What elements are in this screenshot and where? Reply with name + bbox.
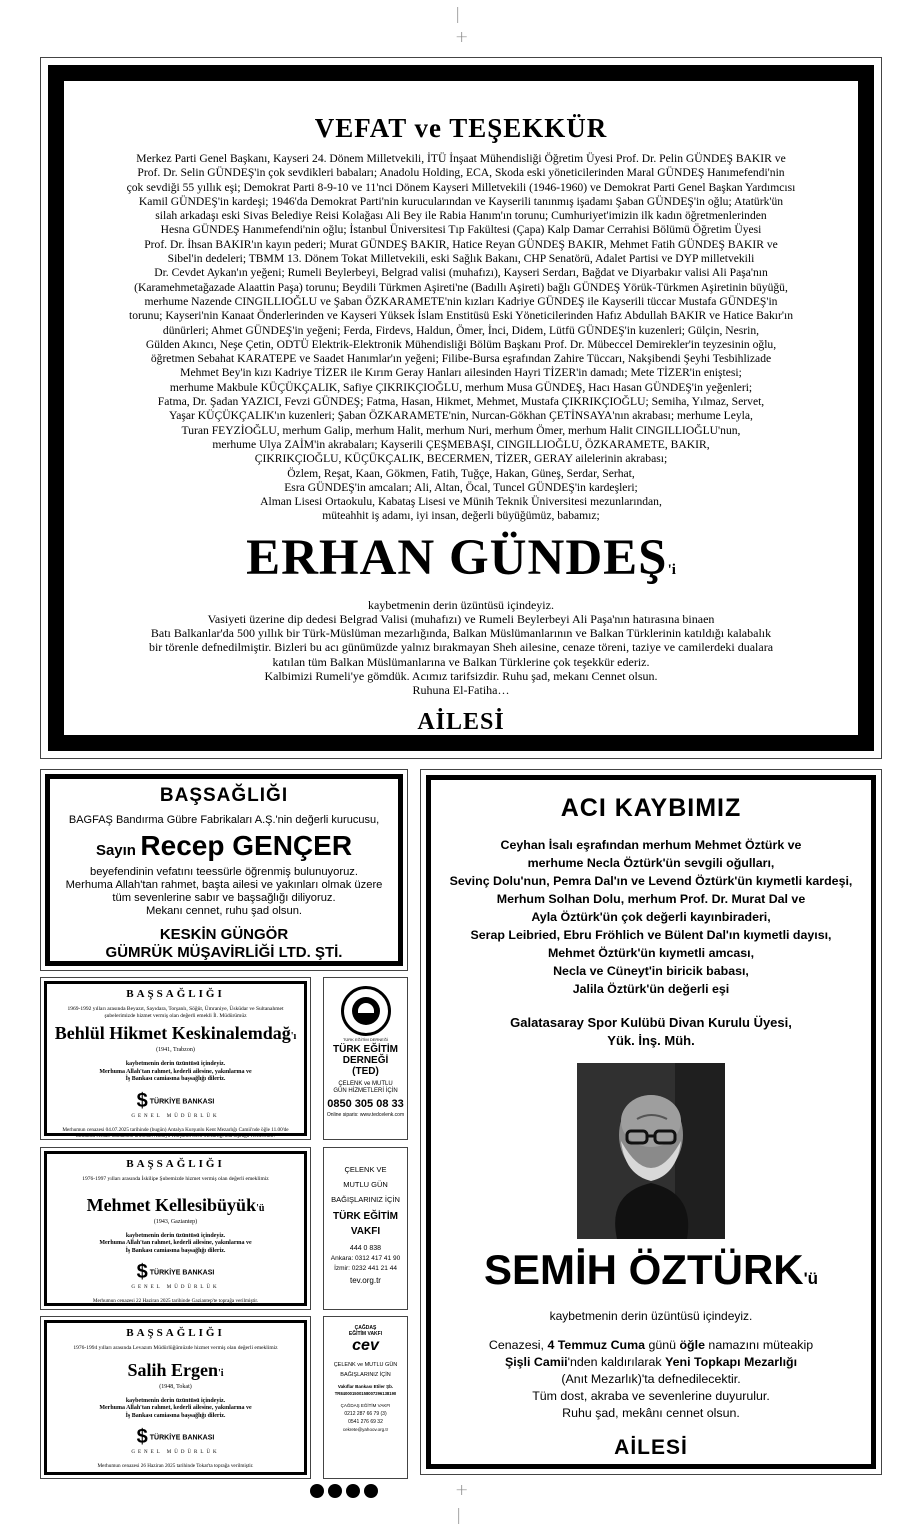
text-line: torunu; Kayseri'nin Kanaat Önderlerinden ve Kayseri Yüksek İslam Enstitüsü Eski Yöneticilerinden Hafız Abdullah BAKIR ve Hatice Bakır'ın [129, 309, 793, 323]
bank-sub: GENEL MÜDÜRLÜK [131, 1113, 220, 1119]
text-line: Jalila Öztürk'ün değerli eşi [572, 982, 730, 996]
text-line: Ayla Öztürk'ün çok değerli kayınbiraderi, [531, 910, 771, 924]
text-line: beyefendinin vefatını teessürle öğrenmiş bulunuyoruz. [89, 866, 359, 878]
tev-izmir: İzmir: 0232 441 21 44 [334, 1265, 397, 1272]
aci-funeral-line2 [431, 1354, 871, 1371]
text-line: müteahhit iş adamı, iyi insan, değerli büyüğümüz, babamız; [322, 509, 600, 523]
ted-ad [323, 977, 408, 1140]
text-line: Sevinç Dolu'nun, Pemra Dal'ın ve Levend Öztürk'ün kıymetli kardeşi, [449, 874, 853, 888]
text-line: Gülden Akıncı, Neşe Çetin, ODTÜ Elektrik-Elektronik Mühendisliği Bölüm Başkanı Prof. Dr. Mübeccel Demirekler'in teyzesinin oğlu, [145, 337, 777, 351]
tev-line2: MUTLU GÜN [343, 1180, 388, 1189]
aci-funeral-line1 [431, 1337, 871, 1354]
aci-funeral-line5: Ruhu şad, mekânı cennet olsun. [562, 1406, 740, 1420]
small-notice-suffix: 'i [217, 1367, 224, 1379]
aci-funeral-line4: Tüm dost, akraba ve sevenlerine duyurulur. [532, 1389, 770, 1403]
text-line: Turan FEYZİOĞLU, merhum Galip, merhum Halit, merhum Nuri, merhum Ömer, merhum Halit CINGILLIOĞLU'nun, [181, 423, 741, 437]
text-line: Merhuma Allah'tan rahmet, kederli ailesine, yakınlarına ve [99, 1240, 252, 1246]
vefat-frame [48, 65, 874, 751]
aci-c1b: 4 Temmuz Cuma [547, 1338, 645, 1352]
vefat-signature: AİLESİ [417, 709, 505, 736]
aci-c2b: 'nden kaldırılarak [567, 1355, 662, 1369]
small-notice-body [47, 1398, 304, 1421]
bank-dollar-icon: $ [136, 1089, 148, 1112]
text-line: Prof. Dr. İhsan BAKIR'ın kayın pederi; Murat GÜNDEŞ BAKIR, Hatice Reyan GÜNDEŞ BAKIR, Mehmet Fatih GÜNDEŞ BAKIR ve [144, 237, 778, 251]
small-notice-title: BAŞSAĞLIĞI [126, 988, 225, 1000]
aci-role [431, 1014, 871, 1050]
ted-logo-icon [341, 986, 391, 1036]
text-line: merhume Nazende CINGILLIOĞLU ve Şaban ÖZKARAMETE'nin kızları Kadriye GÜNDEŞ ile Kayserili tüccar Mustafa GÜNDEŞ'in [144, 294, 778, 308]
text-line: Fatma, Dr. Şadan YAZICI, Fevzi GÜNDEŞ; Fatma, Hasan, Hikmet, Mehmet, Mustafa ÇIKRIKÇIOĞLU; Semiha, Yılmaz, Servet, [157, 395, 765, 409]
vefat-body [78, 152, 844, 524]
small-notice-frame [44, 981, 307, 1139]
text-line: Merkez Parti Genel Başkanı, Kayseri 24. Dönem Milletvekili, İTÜ İnşaat Mühendisliği Öğretim Üyesi Prof. Dr. Pelin GÜNDEŞ BAKIR ve [136, 152, 786, 165]
bank-logo [47, 1426, 304, 1449]
cev-logo-icon: cev [352, 1337, 379, 1354]
aci-c1c: günü [648, 1338, 677, 1352]
text-line: tüm sevenlerine sabır ve başsağlığı diliyoruz. [112, 892, 336, 904]
small-notice-name [47, 1023, 304, 1044]
text-line: kaybetmenin derin üzüntüsü içindeyiz. [125, 1061, 226, 1067]
aci-body [431, 836, 871, 998]
text-line: merhume Necla Öztürk'ün sevgili oğulları, [527, 856, 775, 870]
aci-c2a: Şişli Camii [504, 1355, 568, 1369]
small-notice-2 [40, 1147, 311, 1310]
cev-web: cekrete@yahoov.org.tr [342, 1427, 389, 1432]
aci-notice [420, 769, 882, 1475]
crop-mark-top: | [455, 4, 461, 23]
text-line: GÜMRÜK MÜŞAVİRLİĞİ LTD. ŞTİ. [105, 944, 343, 961]
text-line: İş Bankası camiasına başsağlığı dileriz. [125, 1247, 226, 1254]
recep-name: Recep GENÇER [140, 830, 353, 861]
small-notice-origin: (1941, Trabzon) [156, 1047, 195, 1053]
small-notice-suffix: 'ü [256, 1202, 265, 1214]
text-line: Merhuma Allah'tan rahmet, kederli ailesine, yakınlarına ve [99, 1068, 252, 1075]
tev-line1: ÇELENK VE [344, 1165, 387, 1174]
aci-title: ACI KAYBIMIZ [560, 794, 742, 822]
text-line: Merhuma Allah'tan rahmet, başta ailesi ve yakınları olmak üzere [65, 879, 383, 891]
aci-name-row [431, 1247, 871, 1303]
text-line: Merhuma Allah'tan rahmet, kederli ailesine, yakınlarına ve [99, 1405, 252, 1411]
text-line: Esra GÜNDEŞ'in amcaları; Ali, Altan, Öcal, Tuncel GÜNDEŞ'in kardeşleri; [284, 480, 638, 494]
text-line: merhume Makbule KÜÇÜKÇALIK, Safiye ÇIKRIKÇIOĞLU, merhum Musa GÜNDEŞ, Hacı Hasan GÜNDEŞ'in yeğenleri; [169, 380, 753, 394]
tev-line3: BAĞIŞLARINIZ İÇİN [331, 1195, 400, 1204]
ted-title: TÜRK EĞİTİM DERNEĞİ (TED) [333, 1044, 398, 1077]
cev-bank: Vakıflar Bankası Etiler Şb. [337, 1384, 394, 1389]
portrait-photo [577, 1063, 725, 1239]
text-line: kaybetmenin derin üzüntüsü içindeyiz. [125, 1232, 226, 1239]
small-notice-3 [40, 1316, 311, 1479]
small-notice-name-text: Salih Ergen [127, 1359, 218, 1380]
small-notice-origin: (1948, Tokat) [159, 1383, 192, 1390]
bank-name: TÜRKİYE BANKASI [149, 1269, 215, 1277]
ted-web: Online siparis: www.tedcelenk.com [326, 1112, 405, 1118]
ted-phone: 0850 305 08 33 [327, 1098, 404, 1110]
text-line: Hesna GÜNDEŞ Hanımefendi'nin oğlu; İstanbul Üniversitesi Tıp Fakültesi (Çapa) Kalp Damar Cerrahisi Bölümü Öğretim Üyesi [160, 223, 762, 237]
text-line: Mekanı cennet, ruhu şad olsun. [145, 905, 303, 917]
small-notice-name [47, 1360, 304, 1381]
cev-phone2: 0541 276 69 32 [348, 1419, 383, 1425]
small-notice-frame [44, 1320, 307, 1475]
cev-iban: TR840001500158007296138190 [334, 1391, 397, 1396]
bank-sub: GENEL MÜDÜRLÜK [131, 1450, 220, 1455]
small-notice-body [47, 1233, 304, 1256]
deceased-name-suffix: 'i [667, 561, 676, 578]
small-notice-name-text: Mehmet Kellesibüyük [86, 1194, 257, 1215]
text-line: Dr. Cevdet Aykan'ın yeğeni; Rumeli Beylerbeyi, Belgrad valisi (muhafızı), Kayseri Serdarı, Bağdat ve Diyarbakır valisi Ali Paşa'nın [154, 266, 768, 280]
crop-mark-bottom: | [456, 1505, 462, 1524]
cev-line2: BAĞIŞLARINIZ İÇİN [340, 1372, 391, 1378]
text-line: Mehmet Bey'in kızı Kadriye TİZER ile Kırım Geray Hanları ailesinden Hayri TİZER'in damadı; Mete TİZER'in eniştesi; [180, 366, 742, 380]
recep-body [50, 866, 398, 918]
text-line: silah arkadaşı eski Sivas Belediye Reisi Kolağası Ali Bey ile Rabia Hanım'ın torunu; Cumhuriyet'imizin ilk kadın öğretmenlerinden [155, 209, 767, 223]
recep-name-row [50, 830, 398, 862]
cev-line1: ÇELENK ve MUTLU GÜN [333, 1362, 398, 1368]
text-line: öğretmen Sebahat KARATEPE ve Saadet Hanımlar'ın yeğeni; Filibe-Bursa eşrafından Zahire Tüccarı, Nakşibendi Şeyhi Tesbihlizade [150, 352, 772, 366]
text-line: Batı Balkanlar'da 500 yıllık bir Türk-Müslüman mezarlığında, Balkan Müslümanlarının ve Balkan Türklerinin katıldığı kalabalık [150, 626, 772, 641]
small-notice-title: BAŞSAĞLIĞI [126, 1327, 225, 1339]
crop-mark-bottom-plus: + [455, 1480, 469, 1499]
text-line: Vasiyeti üzerine dip dedesi Belgrad Valisi (muhafızı) ve Rumeli Beylerbeyi Ali Paşa'nın hatırasına binaen [207, 611, 715, 626]
recep-signature [50, 926, 398, 962]
aci-c1e: namazını müteakip [708, 1338, 814, 1352]
bank-name: TÜRKİYE BANKASI [149, 1097, 215, 1105]
vefat-after [78, 598, 844, 697]
cev-name: ÇAĞDAŞ EĞİTİM VAKFI [340, 1403, 391, 1408]
cev-phone1: 0212 287 66 79 (3) [344, 1411, 387, 1417]
page-dot-icon [310, 1484, 324, 1498]
aci-funeral-line3: (Anıt Mezarlık)'ta defnedilecektir. [561, 1372, 741, 1386]
tev-ad [323, 1147, 408, 1310]
aci-after: kaybetmenin derin üzüntüsü içindeyiz. [549, 1309, 753, 1323]
bank-logo [47, 1261, 304, 1284]
bank-logo [47, 1090, 304, 1113]
text-line: Necla ve Cüneyt'in biricik babası, [553, 964, 749, 978]
text-line: KESKİN GÜNGÖR [159, 926, 289, 943]
aci-funeral-info [431, 1337, 871, 1422]
aci-deceased-name: SEMİH ÖZTÜRK [483, 1246, 804, 1293]
bank-dollar-icon: $ [136, 1426, 148, 1448]
small-notice-suffix: 'ı [290, 1031, 297, 1042]
recep-intro: BAGFAŞ Bandırma Gübre Fabrikaları A.Ş.'nin değerli kurucusu, [68, 814, 380, 826]
recep-title: BAŞSAĞLIĞI [159, 785, 289, 806]
text-line: (Karamehmetağazade Alaattin Paşa) torunu; Beydili Türkmen Aşireti'ne (Badıllı Aşireti) bağlı GÜNDEŞ Yörük-Türkmen Aşiretinin büyüğü, [134, 280, 788, 294]
vefat-title: VEFAT ve TEŞEKKÜR [314, 113, 608, 143]
aci-signature: AİLESİ [614, 1436, 688, 1459]
tev-title1: TÜRK EĞİTİM [333, 1211, 398, 1222]
recep-sayin: Sayın [95, 842, 136, 859]
text-line: Alman Lisesi Ortaokulu, Kabataş Lisesi ve Münih Teknik Üniversitesi mezunlarından, [260, 495, 662, 509]
text-line: Yük. İnş. Müh. [607, 1033, 695, 1048]
small-notice-intro: 1976-1994 yılları arasında Levazım Müdürlüğümüzde hizmet vermiş olan değerli emeklimiz [73, 1345, 278, 1351]
text-line: Kalbimizi Rumeli'ye gömdük. Acımız tarifsizdir. Ruhu şad, mekanı Cennet olsun. [264, 668, 658, 683]
text-line: Prof. Dr. Selin GÜNDEŞ'in çok sevdikleri babaları; Anadolu Holding, ECA, Skoda eski yöneticilerinden Maral GÜNDEŞ Hanımefendi'nin [137, 166, 785, 180]
text-line: Kamil GÜNDEŞ'in kardeşi; 1946'da Demokrat Parti'nin kurucularından ve Kayserili tanınmış işadamı Şaban GÜNDEŞ'in oğlu; Atatürk'ün [138, 194, 784, 208]
aci-c1d: öğle [679, 1338, 705, 1352]
ted-line1: ÇELENK ve MUTLU GÜN HİZMETLERİ İÇİN [333, 1081, 398, 1094]
small-notice-intro: 1976-1997 yılları arasında İskilipe Şubemizde hizmet vermiş olan değerli emeklimiz [82, 1176, 269, 1182]
small-notice-name-text: Behlül Hikmet Keskinalemdağ [54, 1023, 291, 1043]
portrait-photo-icon [577, 1063, 725, 1239]
text-line: İş Bankası camiasına başsağlığı dileriz. [125, 1076, 226, 1082]
small-notice-intro: 1969-1992 yılları arasında Beyazıt, Sayıdara, Torşanlı, Söğüt, Ümraniye, Üsküdar ve Sultanahmet şubelerimizde hizmet vermiş olan değerli emekli İl. Müdürümüz [67, 1006, 284, 1019]
bank-sub: GENEL MÜDÜRLÜK [131, 1285, 220, 1290]
page-dot-icon [328, 1484, 342, 1498]
cev-ad [323, 1316, 408, 1479]
vefat-notice [40, 57, 882, 759]
tev-title2: VAKFI [350, 1226, 381, 1237]
recep-frame [45, 774, 403, 966]
text-line: Galatasaray Spor Kulübü Divan Kurulu Üyesi, [510, 1015, 792, 1030]
text-line: dünürleri; Ahmet GÜNDEŞ'in yeğeni; Ferda, Firdevs, Haldun, Ömer, İnci, Didem, Lütfü GÜNDEŞ'in kuzenleri; Gülçin, Nesrin, [162, 323, 760, 337]
small-notice-footer: Merhumun cenazesi 04.07.2025 tarihinde (bugün) Antalya Kurşunlu Kent Mezarlığı Camii'nde öğle 11.00'de kılınacak cenaze namazının ardından Antalya Kurşunlu Kent Mezarlığı'nda toprağa verilecektir. [62, 1126, 289, 1139]
vefat-name-row [78, 529, 844, 594]
page-dot-icon [346, 1484, 360, 1498]
text-line: merhume Ulya ZAİM'in akrabaları; Kayserili ÇEŞMEBAŞI, CINGILLIOĞLU, ÖZKARAMETE, BAKIR, [212, 437, 710, 451]
text-line: Sibel'in dedeleri; TBMM 13. Dönem Tokat Milletvekili, eski Sağlık Bakanı, CHP Senatörü, Adalet Partisi ve DYP milletvekili [167, 252, 755, 266]
text-line: kaybetmenin derin üzüntüsü içindeyiz. [125, 1397, 226, 1404]
small-notice-name [47, 1195, 304, 1216]
small-notice-footer: Merhumun cenazesi 22 Haziran 2025 tarihinde Gaziantep'te toprağa verilmiştir. [92, 1298, 259, 1304]
tev-ankara: Ankara: 0312 417 41 90 [330, 1255, 401, 1262]
small-notice-body [47, 1061, 304, 1084]
small-notice-1 [40, 977, 311, 1140]
bank-dollar-icon: $ [136, 1261, 148, 1283]
text-line: Mehmet Öztürk'ün kıymetli amcası, [547, 946, 755, 960]
text-line: Ceyhan İsalı eşrafından merhum Mehmet Öztürk ve [500, 838, 802, 852]
text-line: Ruhuna El-Fatiha… [412, 682, 510, 697]
text-line: bir törenle defnedilmiştir. Bizleri bu acı günümüzde yalnız bırakmayan Sheh ailesine, cenaze töreni, taziye ve camilerdeki dualara [148, 640, 774, 655]
page-dot-icon [364, 1484, 378, 1498]
aci-frame [426, 775, 876, 1469]
text-line: kaybetmenin derin üzüntüsü içindeyiz. [368, 597, 554, 612]
text-line: İş Bankası camiasına başsağlığı dileriz. [125, 1412, 226, 1419]
text-line: katılan tüm Balkan Müslümanlarına ve Balkan Türklerine çok teşekkür ederiz. [272, 654, 650, 669]
ted-logo-text: TÜRK EĞİTİM DERNEĞİ [342, 1037, 389, 1042]
aci-name-suffix: 'ü [803, 1269, 819, 1288]
cev-logo-top: ÇAĞDAŞ EĞİTİM VAKFI [348, 1325, 383, 1337]
text-line: Özlem, Reşat, Kaan, Gökmen, Fatih, Tuğçe, Hakan, Güneş, Serdar, Serhat, [287, 466, 635, 480]
deceased-name: ERHAN GÜNDEŞ [246, 529, 668, 586]
small-notice-frame [44, 1151, 307, 1306]
page-dots [310, 1484, 382, 1503]
bank-name: TÜRKİYE BANKASI [149, 1434, 215, 1442]
tev-phone: 444 0 838 [349, 1245, 382, 1252]
text-line: Merhum Solhan Dolu, merhum Prof. Dr. Murat Dal ve [496, 892, 806, 906]
small-notice-footer: Merhumun cenazesi 26 Haziran 2025 tarihinde Tokat'ta toprağa verilmiştir. [97, 1463, 254, 1469]
text-line: Yaşar KÜÇÜKÇALIK'ın kuzenleri; Şaban ÖZKARAMETE'nin, Nurcan-Gökhan ÇETİNSAYA'nın akrabası; merhume Leyla, [169, 409, 753, 423]
crop-mark-top-plus: + [455, 27, 469, 46]
text-line: Serap Leibried, Ebru Fröhlich ve Bülent Dal'ın kıymetli dayısı, [470, 928, 832, 942]
small-notice-origin: (1943, Gaziantep) [153, 1218, 198, 1225]
recep-notice [40, 769, 408, 971]
small-notice-title: BAŞSAĞLIĞI [126, 1158, 225, 1170]
aci-c1a: Cenazesi, [488, 1338, 544, 1352]
text-line: çok sevdiği 55 yıllık eşi; Demokrat Parti 8-9-10 ve 11'nci Dönem Kayseri Milletvekili (1946-1960) ve Demokrat Parti Genel Başkan Yardımcısı [126, 180, 796, 194]
aci-c2c: Yeni Topkapı Mezarlığı [665, 1355, 798, 1369]
text-line: ÇIKRIKÇIOĞLU, KÜÇÜKÇALIK, BECERMEN, TİZER, GERAY ailelerinin akrabası; [254, 452, 668, 466]
tev-web: tev.org.tr [350, 1276, 381, 1285]
